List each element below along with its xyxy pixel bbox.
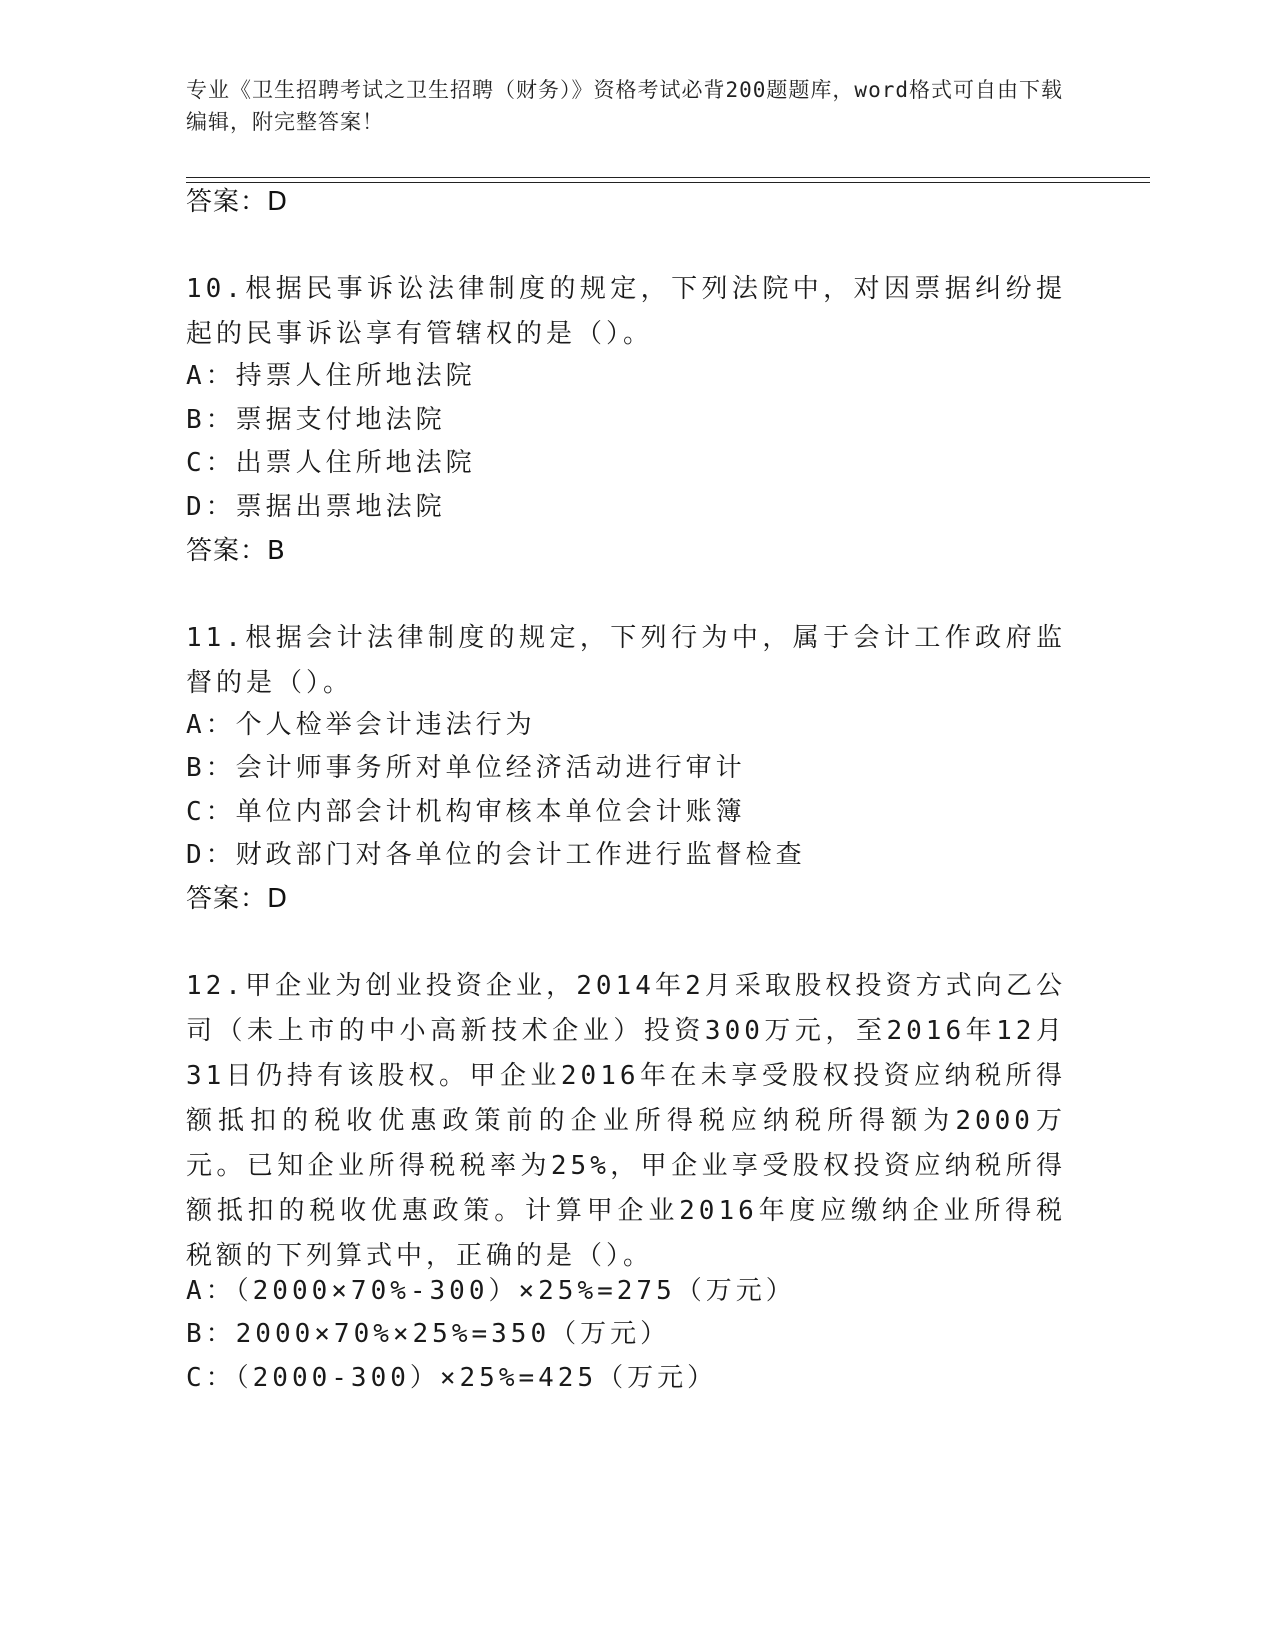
answer-11: 答案：D bbox=[186, 884, 289, 914]
answer-10: 答案：B bbox=[186, 536, 286, 566]
header-divider-bottom bbox=[186, 182, 1150, 183]
question-10-option-c: C：出票人住所地法院 bbox=[186, 448, 476, 478]
question-12-option-c: C：（2000-300）×25%=425（万元） bbox=[186, 1363, 718, 1393]
question-12-option-a: A：（2000×70%-300）×25%=275（万元） bbox=[186, 1276, 796, 1306]
question-11-option-a: A：个人检举会计违法行为 bbox=[186, 710, 536, 740]
question-10-option-a: A：持票人住所地法院 bbox=[186, 361, 476, 391]
question-10-text: 10.根据民事诉讼法律制度的规定，下列法院中，对因票据纠纷提起的民事诉讼享有管辖权的是（）。 bbox=[186, 274, 1066, 349]
question-11-option-b: B：会计师事务所对单位经济活动进行审计 bbox=[186, 753, 746, 783]
header-divider-top bbox=[186, 177, 1150, 178]
question-12-option-b: B：2000×70%×25%=350（万元） bbox=[186, 1319, 671, 1349]
question-10-option-b: B：票据支付地法院 bbox=[186, 405, 446, 435]
document-header: 专业《卫生招聘考试之卫生招聘（财务）》资格考试必背200题题库，word格式可自由下载编辑，附完整答案！ bbox=[186, 78, 1063, 134]
answer-9: 答案：D bbox=[186, 187, 289, 217]
question-11-option-d: D：财政部门对各单位的会计工作进行监督检查 bbox=[186, 840, 806, 870]
question-12-text: 12.甲企业为创业投资企业，2014年2月采取股权投资方式向乙公司（未上市的中小高新技术企业）投资300万元，至2016年12月31日仍持有该股权。甲企业2016年在未享受股权投资应纳税所得额抵扣的税收优惠政策前的企业所得税应纳税所得额为2000万元。已知企业所得税税率为25%，甲企业享受股权投资应纳税所得额抵扣的税收优惠政策。计算甲企业2016年度应缴纳企业所得税税额的下列算式中，正确的是（）。 bbox=[186, 971, 1066, 1271]
question-10-option-d: D：票据出票地法院 bbox=[186, 492, 446, 522]
question-11-option-c: C：单位内部会计机构审核本单位会计账簿 bbox=[186, 797, 746, 827]
question-11-text: 11.根据会计法律制度的规定，下列行为中，属于会计工作政府监督的是（）。 bbox=[186, 623, 1066, 698]
